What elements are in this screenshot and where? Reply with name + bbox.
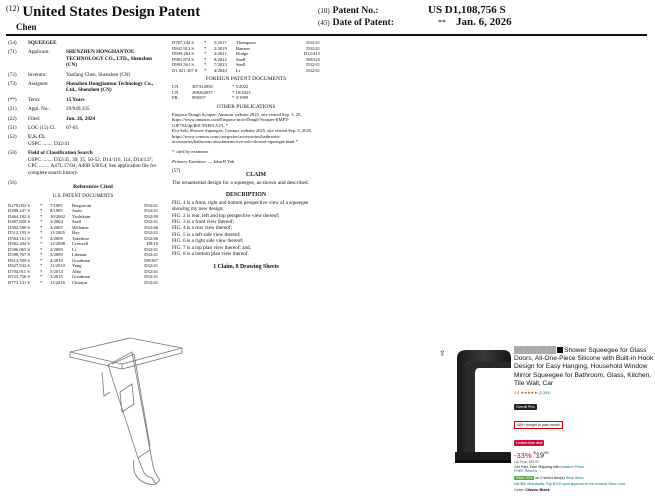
reference-cell: Jones	[72, 208, 83, 214]
description-row: FIG. 8 is a bottom plan view thereof.	[172, 251, 249, 258]
reference-cell: D8/367	[144, 257, 158, 263]
description-row: FIG. 2 is rear, left and top perspective view thereof;	[172, 212, 280, 219]
reference-cell: *	[40, 241, 43, 247]
reference-cell: 3/2015	[50, 274, 63, 280]
choice-badge: Overall Pick	[516, 405, 535, 410]
reference-cell: Creswell	[72, 241, 89, 247]
reference-cell: Hodge	[236, 51, 249, 56]
reference-cell: 2/2021	[214, 51, 227, 56]
field-code: (22)	[8, 115, 17, 122]
reference-cell: 8/1985	[50, 208, 63, 214]
color-selector[interactable]	[514, 488, 654, 492]
field-code: (72)	[8, 71, 17, 78]
reference-cell: Ramser	[236, 45, 251, 51]
reference-cell: Williams	[72, 224, 89, 230]
patent-no-label: Patent No.:	[332, 6, 379, 16]
reference-cell: D704,911 S	[8, 268, 30, 274]
reference-row	[8, 280, 158, 286]
field-row	[8, 72, 158, 78]
foreign-cell: * 3/1999	[232, 95, 249, 100]
save-chip: Save 10%	[516, 475, 533, 480]
reference-cell: *	[204, 62, 207, 67]
reference-cell: D773,141 S	[8, 279, 30, 285]
price-whole: 19	[535, 450, 545, 460]
description-row: FIG. 6 is a right side view thereof;	[172, 238, 244, 245]
foreign-cell: 307314958	[192, 84, 213, 89]
reference-cell: D787,144 S	[172, 40, 194, 45]
reference-cell: D32/41	[306, 45, 320, 51]
reference-cell: D564,161 S	[8, 235, 30, 241]
patent-number: US D1,108,756 S	[428, 4, 506, 16]
other-pub-1: Empava Dough Scraper, Amazon website 2025, site visited Sep. 5, 25, https://www.amazon.com/Empava-inch-Dough-Scraper-EMPV-GIF702/dp/B0C5NH1LVJ/L *	[172, 111, 302, 128]
reference-cell: 8/2022	[214, 56, 227, 62]
claim-title: CLAIM	[246, 172, 266, 179]
reference-cell: 10/2002	[50, 213, 66, 219]
patent-number-block	[318, 4, 512, 28]
reference-cell: *	[40, 224, 43, 230]
field-code: (21)	[8, 106, 17, 113]
reference-cell: *	[204, 56, 207, 62]
product-title-text: Shower Squeegee for Glass Doors, All-One-Piece Silicone with Built-in Hook Design for Easy Hanging, Household Window Mirror Squeegee for Bathroom, Glass, Kitchen, Tile Wall, Car	[514, 347, 654, 387]
reference-cell: D627,532 S	[8, 263, 30, 269]
reference-cell: 2/2019	[214, 45, 227, 51]
date-code: (45)	[318, 19, 330, 27]
brand-name[interactable]: █████████	[514, 347, 557, 354]
reference-cell: Snell	[236, 56, 246, 62]
reference-cell: D32/41	[144, 263, 158, 269]
field-value: 07-05	[66, 125, 79, 132]
field-value: SHENZHEN HONGHANTOU TECHNOLOGY CO., LTD., Shenzhen (CN)	[66, 49, 152, 69]
rating-value: 4.6	[514, 391, 520, 396]
reference-cell: D32/41	[144, 268, 158, 274]
reference-cell: D32/41	[144, 279, 158, 285]
reference-cell: D32/49	[144, 213, 158, 219]
reference-cell: D512,193 S	[8, 230, 30, 236]
reference-cell: D909,284 S	[172, 51, 194, 56]
reference-cell: *	[40, 213, 43, 219]
discount-percent: -33%	[514, 450, 532, 460]
field-value	[57, 40, 158, 46]
product-image[interactable]	[455, 348, 511, 480]
reference-cell: *	[40, 219, 43, 225]
reference-cell: 7/2023	[214, 62, 227, 67]
patent-right-column	[172, 40, 320, 270]
reference-cell: *	[40, 230, 43, 236]
field-row	[8, 40, 158, 46]
patent-no-code: (10)	[318, 7, 330, 15]
header-code: (12)	[6, 4, 20, 13]
brand-square-icon	[557, 347, 563, 353]
field-row	[8, 134, 158, 147]
reference-cell: Goodman	[72, 257, 91, 263]
prime-link[interactable]: Amazon Prime	[560, 464, 584, 469]
save-promo	[514, 476, 654, 480]
reference-cell: *	[204, 51, 207, 56]
field-code: (71)	[8, 49, 17, 56]
reference-cell: Yoshikian	[72, 213, 91, 219]
list-price: List Price: $29.99	[514, 459, 539, 464]
field-label: LOC (15) Cl.	[28, 125, 56, 132]
foreign-title: FOREIGN PATENT DOCUMENTS	[205, 76, 287, 82]
other-pubs-title: OTHER PUBLICATIONS	[216, 103, 276, 110]
squeegee-drawing	[60, 334, 200, 489]
price-fraction: 99	[544, 450, 549, 456]
price-symbol: $	[533, 450, 536, 456]
reference-cell: D32/41	[306, 62, 320, 67]
reference-cell: *	[40, 274, 43, 280]
reference-cell: D32/41	[306, 67, 320, 73]
field-code: (52)	[8, 134, 17, 141]
reference-cell: D1,021,307 S	[172, 67, 198, 73]
reference-cell: D32/46	[144, 235, 158, 241]
field-row	[8, 150, 158, 176]
foreign-cell: * 10/2023	[232, 89, 251, 95]
reference-cell: D280,247 S	[8, 208, 30, 214]
foreign-cell: 308264037	[192, 89, 213, 95]
refs-title: References Cited	[73, 183, 113, 190]
reference-cell: D32/41	[144, 252, 158, 258]
reference-cell: 4/2024	[214, 67, 227, 73]
description-row: FIG. 3 is a front view thereof;	[172, 219, 235, 226]
field-label: Term:	[28, 96, 41, 103]
reference-cell: *	[40, 257, 43, 263]
store-card-offer[interactable]: Get $60 off instantly: Pay $0.00 upon approval for the Amazon Store Card.	[514, 481, 626, 486]
reference-cell: 7/1985	[50, 202, 63, 208]
date-label: Date of Patent:	[332, 18, 394, 28]
reference-cell: D487,830 S	[8, 219, 30, 225]
reference-cell: Chitayat	[72, 279, 88, 285]
reference-cell: 3/2009	[50, 252, 63, 258]
date-star: **	[438, 18, 446, 27]
reference-cell: Yang	[72, 263, 82, 269]
reference-cell: *	[204, 45, 207, 51]
patent-title-text: United States Design Patent	[22, 4, 201, 20]
field-row	[8, 81, 158, 94]
rating-count[interactable]: (2,393)	[538, 391, 551, 396]
field-value: USPC ........ D32/41	[28, 140, 70, 147]
foreign-row	[172, 95, 320, 101]
field-row	[8, 116, 158, 122]
field-label: Filed:	[28, 115, 41, 122]
reference-cell: 11/2005	[50, 230, 65, 236]
rating-stars-icon: ★★★★★	[520, 391, 538, 396]
reference-cell: D32/41	[144, 230, 158, 236]
description-row: FIG. 5 is a left side view thereof;	[172, 231, 241, 238]
claim-code: (57)	[172, 169, 181, 175]
reference-cell: *	[204, 67, 207, 73]
reference-cell: D586,065 S	[8, 246, 30, 252]
patent-date: Jan. 6, 2026	[456, 16, 512, 28]
field-value: Jun. 26, 2024	[66, 115, 96, 122]
inventor-surname: Chen	[16, 22, 37, 32]
description-title: DESCRIPTION	[225, 191, 267, 198]
reference-cell: 3/2004	[50, 219, 63, 225]
reference-cell: 11/2010	[50, 263, 65, 269]
deal-badge: Limited time deal	[516, 441, 543, 446]
foreign-cell: 996597	[192, 95, 206, 100]
reference-cell: D588,767 S	[8, 252, 30, 258]
reference-cell: D8/19	[146, 241, 158, 247]
field-row	[8, 97, 158, 103]
reference-cell: D723,756 S	[8, 274, 30, 280]
reference-cell: 3/2008	[50, 235, 63, 241]
reference-cell: *	[40, 235, 43, 241]
field-label: Applicant:	[28, 49, 50, 56]
field-value: USPC ........ D32/45, 39, 35, 50-52; D14/116, 114, D14/137; CPC ........ A47L 17/04; A46B 5/0054; See application file for complete search history.	[28, 156, 157, 176]
field-value: 29/949,335	[66, 106, 90, 113]
reference-cell: *	[40, 263, 43, 269]
reference-cell: Snell	[72, 219, 82, 225]
reference-cell: Hay	[72, 230, 80, 236]
reference-cell: *	[40, 252, 43, 258]
foreign-cell: CN	[172, 89, 179, 95]
reference-cell: 2/2009	[50, 246, 63, 252]
reference-cell: D613,509 S	[8, 257, 30, 263]
field-code: (73)	[8, 81, 17, 88]
field-label: U.S. Cl.	[28, 134, 46, 141]
reference-cell: Li	[236, 67, 241, 73]
reference-cell: 4/2010	[50, 257, 63, 263]
reference-cell: D32/41	[144, 202, 158, 208]
field-row	[8, 49, 158, 68]
share-icon[interactable]: ⇪	[439, 349, 446, 358]
reference-cell: D961,874 S	[172, 56, 194, 62]
reference-cell: D8/525	[306, 56, 320, 62]
foreign-cell: FR	[172, 95, 178, 100]
reference-cell: Thompson	[236, 40, 256, 45]
foreign-cell: CN	[172, 84, 179, 89]
reference-cell: D32/41	[144, 219, 158, 225]
field-code: (54)	[8, 40, 17, 46]
reference-cell: D32/41	[306, 40, 320, 45]
color-label: Color:	[514, 487, 525, 492]
cited-by-examiner: * cited by examiner	[172, 149, 209, 155]
reference-cell: *	[40, 246, 43, 252]
examiner-name: — John R Yeh	[207, 158, 235, 164]
examiner-label: Primary Examiner	[172, 158, 207, 164]
reference-cell: D32/41	[144, 274, 158, 280]
reference-cell: D32/46	[144, 224, 158, 230]
reference-cell: Bergstrom	[72, 202, 92, 208]
shipping-info	[514, 465, 654, 474]
claim-text: The ornamental design for a squeegee, as shown and described.	[172, 180, 309, 187]
reference-cell: Takedose	[72, 235, 90, 241]
reference-cell: Li	[72, 246, 77, 252]
price	[514, 450, 654, 460]
reference-cell: Goodman	[72, 274, 91, 280]
patent-title	[6, 4, 200, 21]
shop-items-link[interactable]: Shop items	[565, 475, 584, 480]
free-returns-link[interactable]: FREE Returns	[514, 469, 538, 474]
reference-cell: *	[204, 40, 207, 45]
shipping-text: Get Fast, Free Shipping with	[514, 464, 560, 469]
bibliographic-fields	[8, 40, 158, 285]
foreign-cell: * 5/2022	[232, 84, 249, 89]
refs-subtitle: U.S. PATENT DOCUMENTS	[52, 194, 114, 200]
field-label: Appl. No.:	[28, 106, 51, 113]
color-value: Classic Black	[525, 487, 550, 492]
field-label: SQUEEGEE	[28, 40, 57, 46]
product-info	[514, 347, 654, 492]
field-row	[8, 106, 158, 112]
field-value: Yanfang Chen, Shenzhen (CN)	[66, 71, 131, 78]
reference-cell: 5/2017	[214, 40, 227, 45]
field-label: Inventor:	[28, 71, 48, 78]
refs-code: (56)	[8, 179, 17, 186]
field-row	[8, 125, 158, 131]
reference-cell: 11/2016	[50, 279, 65, 285]
reference-cell: D32/41	[144, 246, 158, 252]
reference-cell: D993,561 S	[172, 62, 194, 67]
field-label: Field of Classification Search	[28, 150, 93, 157]
field-value: 15 Years	[66, 96, 85, 103]
reference-cell: 12/2008	[50, 241, 66, 247]
description-row: FIG. 1 is a front, right and bottom perspective view of a squeegee showing my new design;	[172, 199, 309, 213]
reference-cell: D279,032 S	[8, 202, 30, 208]
other-pub-2: Eva Solo Shower Squeegee, Connox website 2025, site visited Sep. 5, 2025, https://www.connox.com/categories/accessories/bathroom-accessories/bathroom-attachments/eva-solo-shower-squeegee.html *	[172, 128, 313, 145]
claims-footer: 1 Claim, 8 Drawing Sheets	[213, 263, 279, 270]
reference-cell: *	[40, 279, 43, 285]
field-value: Shenzhen Hongjiantou Technology Co., Ltd., Shenzhen (CN)	[66, 81, 154, 94]
reference-cell: 5/2014	[50, 268, 63, 274]
reference-cell: 3/2005	[50, 224, 63, 230]
description-row: FIG. 4 is a rear view thereof;	[172, 225, 233, 232]
reference-cell: Libman	[72, 252, 87, 258]
reference-cell: D32/41	[144, 208, 158, 214]
reference-cell: D502,580 S	[8, 224, 30, 230]
reference-cell: Albo	[72, 268, 82, 274]
field-label: Assignee:	[28, 81, 49, 88]
save-text: on 2 select item(s)	[535, 475, 565, 480]
description-row: FIG. 7 is a top plan view thereof; and,	[172, 244, 251, 251]
reference-cell: *	[40, 208, 43, 214]
header-rule-left	[6, 34, 322, 36]
product-title[interactable]	[514, 347, 654, 388]
header-rule-right	[318, 34, 647, 36]
reference-cell: D12/415	[303, 51, 320, 56]
field-code: (58)	[8, 150, 17, 157]
reference-cell: D582,204 S	[8, 241, 30, 247]
reference-cell: *	[40, 202, 43, 208]
reference-row	[172, 68, 320, 74]
reference-cell: D841,913 S	[172, 45, 194, 51]
field-code: (**)	[8, 96, 17, 103]
reference-cell: Snell	[236, 62, 246, 67]
reference-cell: *	[40, 268, 43, 274]
field-code: (51)	[8, 125, 17, 132]
bought-past-month: 500+ bought in past month	[514, 421, 563, 429]
reference-cell: D464,182 S	[8, 213, 30, 219]
